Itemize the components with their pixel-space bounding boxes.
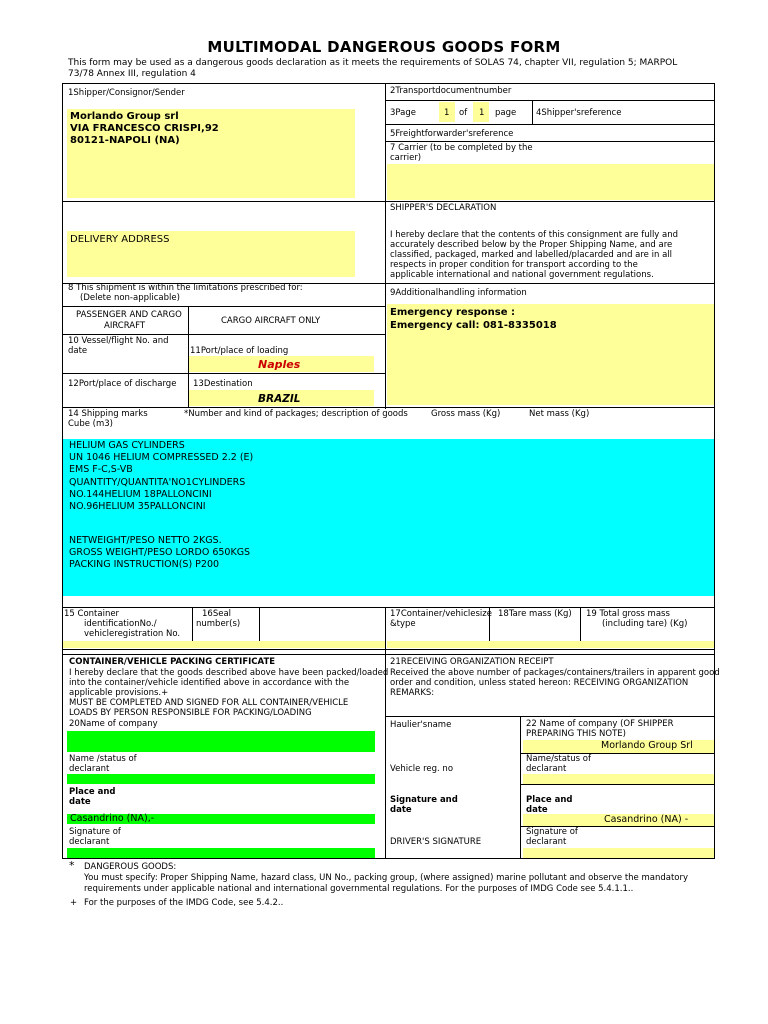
footnote-star: * xyxy=(69,859,75,872)
cert-line-1: I hereby declare that the goods described above have been packed/loaded xyxy=(69,668,389,678)
net-mass-label: Net mass (Kg) xyxy=(529,409,590,419)
carrier-field[interactable] xyxy=(387,164,714,200)
container-size-label-1: 17Container/vehiclesize xyxy=(390,609,492,619)
page-total: 1 xyxy=(479,108,485,118)
receipt-line-3: REMARKS: xyxy=(390,688,435,698)
receipt-line-1: Received the above number of packages/containers/trailers in apparent good xyxy=(390,668,720,678)
cert-heading: CONTAINER/VEHICLE PACKING CERTIFICATE xyxy=(69,657,276,667)
shipper-declarant-label-1: Name/status of xyxy=(526,754,591,764)
receipt-line-2: order and condition, unless stated hereon: RECEIVING ORGANIZATION xyxy=(390,678,689,688)
intro-line-2: 73/78 Annex III, regulation 4 xyxy=(68,69,196,79)
loading-port-value: Naples xyxy=(258,358,301,371)
declaration-line-1: I hereby declare that the contents of this consignment are fully and xyxy=(390,230,679,240)
intro-line-1: This form may be used as a dangerous goods declaration as it meets the requirements of SOLAS 74, chapter VII, regulation 5; MARPOL xyxy=(68,58,678,68)
declaration-line-3: classified, packaged, marked and labelled/placarded and are in all xyxy=(390,250,672,260)
footnote-dg-line-1: You must specify: Proper Shipping Name, hazard class, UN No., packing group, (where assigned) marine pollutant and observe the mandatory xyxy=(84,873,689,883)
footnote-dg-heading: DANGEROUS GOODS: xyxy=(84,862,177,872)
place-date-value: Casandrino (NA),- xyxy=(70,813,155,824)
shipper-line-3: 80121-NAPOLI (NA) xyxy=(70,135,180,146)
gross-total-label-1: 19 Total gross mass xyxy=(586,609,670,619)
container-size-label-2: &type xyxy=(390,619,416,629)
freight-forwarder-label: 5Freightforwarder'sreference xyxy=(390,129,514,139)
shipper-declarant-field[interactable] xyxy=(523,774,714,784)
carrier-label-2: carrier) xyxy=(390,153,422,163)
passenger-aircraft-line-1: PASSENGER AND CARGO xyxy=(76,310,182,320)
signature-label-1: Signature of xyxy=(69,827,121,837)
footnote-plus: + xyxy=(70,898,78,908)
cargo-aircraft-only: CARGO AIRCRAFT ONLY xyxy=(221,316,321,326)
shipper-company-label-1: 22 Name of company (OF SHIPPER xyxy=(526,719,674,729)
vessel-label-1: 10 Vessel/flight No. and xyxy=(68,336,169,346)
signature-date-label-2: date xyxy=(390,805,412,815)
goods-line-1: HELIUM GAS CYLINDERS xyxy=(69,440,185,451)
limits-line-1: 8 This shipment is within the limitations prescribed for: xyxy=(68,283,303,293)
declarant-status-label-2: declarant xyxy=(69,764,110,774)
cert-line-3: applicable provisions.+ xyxy=(69,688,169,698)
shipper-place-label-2: date xyxy=(526,805,548,815)
goods-line-6: NO.96HELIUM 35PALLONCINI xyxy=(69,501,206,512)
place-date-label-2: date xyxy=(69,797,91,807)
goods-line-9: PACKING INSTRUCTION(S) P200 xyxy=(69,559,220,570)
container-id-field[interactable] xyxy=(63,641,385,648)
emergency-call: Emergency call: 081-8335018 xyxy=(390,320,557,331)
shipper-line-1: Morlando Group srl xyxy=(70,111,179,122)
shipper-signature-label-1: Signature of xyxy=(526,827,578,837)
footnote-plus-text: For the purposes of the IMDG Code, see 5.4.2.. xyxy=(84,898,284,908)
declaration-line-4: respects in proper condition for transport according to the xyxy=(390,260,638,270)
goods-line-8: GROSS WEIGHT/PESO LORDO 650KGS xyxy=(69,547,251,558)
emergency-response: Emergency response : xyxy=(390,307,515,318)
page-word: page xyxy=(495,108,517,118)
goods-line-4: QUANTITY/QUANTITA'NO1CYLINDERS xyxy=(69,477,246,488)
declaration-line-2: accurately described below by the Proper Shipping Name, and are xyxy=(390,240,673,250)
shipper-place-value: Casandrino (NA) - xyxy=(604,814,689,825)
company-name-field[interactable] xyxy=(67,731,375,752)
cube-label: Cube (m3) xyxy=(68,419,113,429)
page-number: 1 xyxy=(444,108,450,118)
declarant-status-label-1: Name /status of xyxy=(69,754,137,764)
declaration-heading: SHIPPER'S DECLARATION xyxy=(390,203,497,213)
receipt-heading: 21RECEIVING ORGANIZATION RECEIPT xyxy=(390,657,554,667)
vehicle-reg-label: Vehicle reg. no xyxy=(390,764,454,774)
shipper-signature-label-2: declarant xyxy=(526,837,567,847)
goods-line-3: EMS F-C,S-VB xyxy=(69,464,133,475)
goods-line-5: NO.144HELIUM 18PALLONCINI xyxy=(69,489,212,500)
goods-line-2: UN 1046 HELIUM COMPRESSED 2.2 (E) xyxy=(69,452,254,463)
signature-field[interactable] xyxy=(67,848,375,858)
place-date-label-1: Place and xyxy=(69,787,116,797)
shipping-marks-label: 14 Shipping marks xyxy=(68,409,148,419)
destination-label: 13Destination xyxy=(193,379,253,389)
gross-total-label-2: (including tare) (Kg) xyxy=(602,619,688,629)
haulier-name-label: Haulier'sname xyxy=(390,720,452,730)
limits-line-2: (Delete non-applicable) xyxy=(80,293,180,303)
seal-label-1: 16Seal xyxy=(202,609,232,619)
declarant-status-field[interactable] xyxy=(67,774,375,784)
form-title: MULTIMODAL DANGEROUS GOODS FORM xyxy=(207,38,561,56)
shipper-label: 1Shipper/Consignor/Sender xyxy=(68,88,185,98)
transport-doc-label: 2Transportdocumentnumber xyxy=(390,86,512,96)
of-label: of xyxy=(459,108,468,118)
destination-value: BRAZIL xyxy=(258,393,301,405)
goods-line-7: NETWEIGHT/PESO NETTO 2KGS. xyxy=(69,535,222,546)
declaration-line-5: applicable international and national government regulations. xyxy=(390,270,654,280)
container-id-label-2: identificationNo./ xyxy=(84,619,157,629)
seal-label-2: number(s) xyxy=(196,619,241,629)
passenger-aircraft-line-2: AIRCRAFT xyxy=(104,321,146,331)
container-size-field[interactable] xyxy=(387,641,714,648)
cert-line-2: into the container/vehicle identified above in accordance with the xyxy=(69,678,350,688)
tare-mass-label: 18Tare mass (Kg) xyxy=(498,609,572,619)
container-id-label-1: 15 Container xyxy=(64,609,120,619)
shipper-signature-field[interactable] xyxy=(523,848,714,858)
gross-mass-label: Gross mass (Kg) xyxy=(431,409,501,419)
shipper-declarant-label-2: declarant xyxy=(526,764,567,774)
shipper-company-value: Morlando Group Srl xyxy=(601,740,693,751)
shipper-line-2: VIA FRANCESCO CRISPI,92 xyxy=(70,123,219,134)
vessel-label-2: date xyxy=(68,346,88,356)
cert-line-4: MUST BE COMPLETED AND SIGNED FOR ALL CONTAINER/VEHICLE xyxy=(69,698,349,708)
handling-label: 9Additionalhandling information xyxy=(390,288,527,298)
shipper-reference-label: 4Shipper'sreference xyxy=(536,108,622,118)
discharge-port-label: 12Port/place of discharge xyxy=(68,379,177,389)
goods-description-label: *Number and kind of packages; description of goods xyxy=(184,409,408,419)
footnote-dg-line-2: requirements under applicable national and international governmental regulations. For the purposes of IMDG Code see 5.4.1.1.. xyxy=(84,884,634,894)
carrier-label-1: 7 Carrier (to be completed by the xyxy=(390,143,533,153)
shipper-place-label-1: Place and xyxy=(526,795,573,805)
page-label: 3Page xyxy=(390,108,416,118)
signature-date-label-1: Signature and xyxy=(390,795,458,805)
shipper-company-label-2: PREPARING THIS NOTE) xyxy=(526,729,626,739)
loading-port-label: 11Port/place of loading xyxy=(190,346,289,356)
cert-line-5: LOADS BY PERSON RESPONSIBLE FOR PACKING/LOADING xyxy=(69,708,312,718)
company-name-label: 20Name of company xyxy=(69,719,158,729)
delivery-address-label: DELIVERY ADDRESS xyxy=(70,234,170,245)
container-id-label-3: vehicleregistration No. xyxy=(84,629,181,639)
signature-label-2: declarant xyxy=(69,837,110,847)
driver-signature-label: DRIVER'S SIGNATURE xyxy=(390,837,482,847)
